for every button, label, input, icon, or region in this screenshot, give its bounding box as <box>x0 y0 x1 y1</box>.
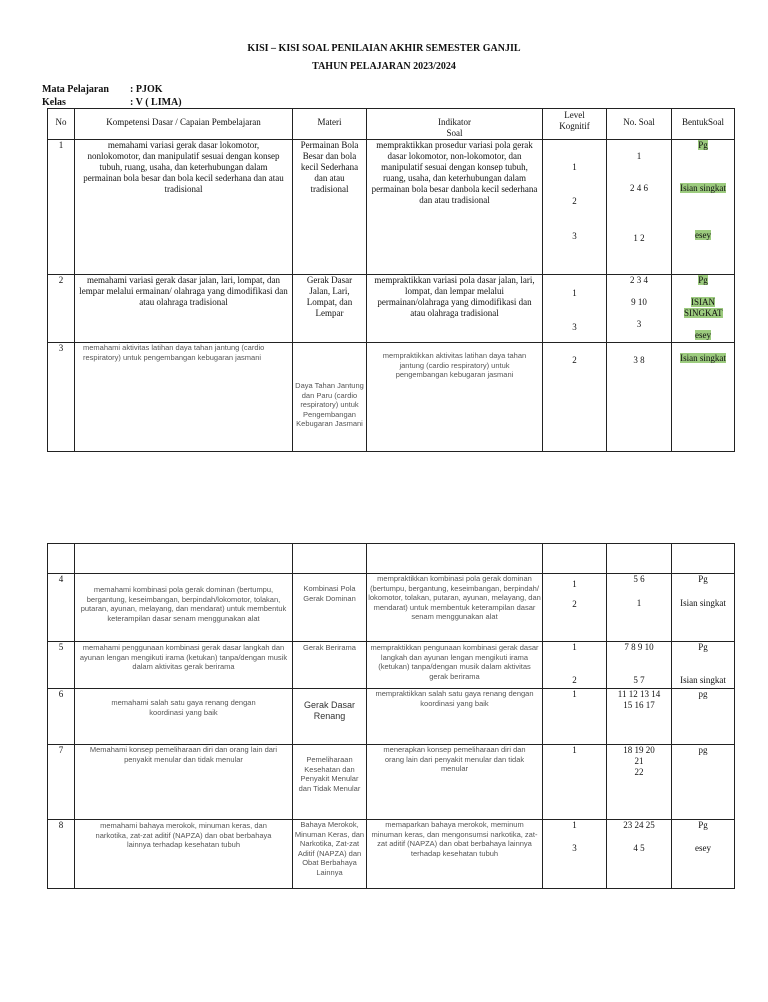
row-no-soal: 7 8 9 10 5 7 <box>607 642 672 689</box>
row-materi: Daya Tahan Jantung dan Paru (cardio respiratory) untuk Pengembangan Kebugaran Jasmani <box>293 343 367 452</box>
header-materi: Materi <box>293 109 367 140</box>
row-indikator: mempraktikkan variasi pola dasar jalan, lari, lompat, dan lempar melalui permainan/olahraga yang dimodifikasi dan atau olahraga tradisional <box>367 275 543 343</box>
highlight: ISIAN SINGKAT <box>684 297 723 318</box>
table-row <box>48 642 735 689</box>
row-indikator: memaparkan bahaya merokok, meminum minuman keras, dan mengonsumsi narkotika, zat-zat aditif (NAPZA) dan obat berbahaya lainnya terhadap kesehatan tubuh <box>367 820 543 889</box>
row-level: 1 2 <box>543 574 607 642</box>
table-row <box>48 820 735 889</box>
row-no-soal: 18 19 20 21 22 <box>607 745 672 820</box>
row-kd: memahami bahaya merokok, minuman keras, dan narkotika, zat-zat aditif (NAPZA) dan obat berbahaya lainnya terhadap kesehatan tubuh <box>75 820 293 889</box>
row-kd: Memahami konsep pemeliharaan diri dan orang lain dari penyakit menular dan tidak menular <box>75 745 293 820</box>
table-row <box>48 689 735 745</box>
row-materi: Kombinasi Pola Gerak Dominan <box>293 574 367 642</box>
highlight: Isian singkat <box>680 183 726 193</box>
highlight: Isian singkat <box>680 353 726 363</box>
highlight: esey <box>695 230 711 240</box>
row-bentuk: Pg Isian singkat <box>672 642 735 689</box>
document-title: KISI – KISI SOAL PENILAIAN AKHIR SEMESTER GANJIL <box>247 43 521 54</box>
class-label: Kelas <box>42 97 66 108</box>
highlight: Pg <box>698 140 708 150</box>
grid-table-bottom <box>47 543 735 889</box>
header-indikator: Indikator Soal <box>367 109 543 140</box>
row-no-soal: 3 8 <box>607 343 672 452</box>
row-kd: memahami penggunaan kombinasi gerak dasar langkah dan ayunan lengan mengikuti irama (ketukan) tanpa/dengan musik dalam aktivitas gerak berirama <box>75 642 293 689</box>
class-line <box>42 97 182 108</box>
row-materi: Gerak Berirama <box>293 642 367 689</box>
row-no: 5 <box>48 642 75 689</box>
header-kd: Kompetensi Dasar / Capaian Pembelajaran <box>75 109 293 140</box>
row-indikator: mempraktikkan pengunaan kombinasi gerak dasar langkah dan ayunan lengan mengikuti irama (ketukan) tanpa/dengan musik dalam aktivitas gerak berirama <box>367 642 543 689</box>
row-indikator: menerapkan konsep pemeliharaan diri dan orang lain dari penyakit menular dan tidak menular <box>367 745 543 820</box>
row-no: 6 <box>48 689 75 745</box>
row-materi: Pemeliharaan Kesehatan dan Penyakit Menular dan Tidak Menular <box>293 745 367 820</box>
row-kd: memahami salah satu gaya renang dengan koordinasi yang baik <box>75 689 293 745</box>
table-row <box>48 343 735 452</box>
row-bentuk <box>672 140 735 275</box>
row-no: 4 <box>48 574 75 642</box>
empty-header-row <box>48 544 735 574</box>
table-header-row <box>48 109 735 140</box>
header-no: No <box>48 109 75 140</box>
row-indikator: mempraktikkan kombinasi pola gerak dominan (bertumpu, bergantung, keseimbangan, berpindah/ lokomotor, tolakan, putaran, ayunan, melayang, dan mendarat) untuk membentuk keterampilan dasar senam menggunakan alat <box>367 574 543 642</box>
highlight: Pg <box>698 275 708 285</box>
row-level: 1 <box>543 745 607 820</box>
row-indikator: mempraktikkan salah satu gaya renang dengan koordinasi yang baik <box>367 689 543 745</box>
row-level: 1 3 <box>543 820 607 889</box>
row-no-soal: 1 2 4 6 1 2 <box>607 140 672 275</box>
row-kd: memahami kombinasi pola gerak dominan (bertumpu, bergantung, keseimbangan, berpindah/lokomotor, tolakan, putaran, ayunan, melayang, dan mendarat) untuk membentuk keterampilan dasar senam menggunakan alat <box>75 574 293 642</box>
row-kd: memahami variasi gerak dasar lokomotor, nonlokomotor, dan manipulatif sesuai dengan konsep tubuh, ruang, usaha, dan keterhubungan dalam permainan bola besar dan bola kecil sederhana dan atau tradisional <box>75 140 293 275</box>
row-level: 1 2 3 <box>543 140 607 275</box>
grid-table-top <box>47 108 735 452</box>
row-no-soal: 11 12 13 14 15 16 17 <box>607 689 672 745</box>
highlight: esey <box>695 330 711 340</box>
row-materi: Gerak Dasar Jalan, Lari, Lompat, dan Lempar <box>293 275 367 343</box>
subject-line <box>42 84 163 95</box>
row-indikator: mempraktikkan aktivitas latihan daya tahan jantung (cardio respiratory) untuk pengembangan kebugaran jasmani <box>367 343 543 452</box>
row-materi: Permainan Bola Besar dan bola kecil Sederhana dan atau tradisional <box>293 140 367 275</box>
row-no: 7 <box>48 745 75 820</box>
row-no: 8 <box>48 820 75 889</box>
document-subtitle: TAHUN PELAJARAN 2023/2024 <box>312 61 456 72</box>
row-bentuk: pg <box>672 745 735 820</box>
subject-value: : PJOK <box>130 84 163 95</box>
row-materi: Gerak Dasar Renang <box>293 689 367 745</box>
row-bentuk <box>672 343 735 452</box>
table-row <box>48 574 735 642</box>
row-no: 1 <box>48 140 75 275</box>
row-no-soal: 5 6 1 <box>607 574 672 642</box>
row-no: 2 <box>48 275 75 343</box>
header-level: Level Kognitif <box>543 109 607 140</box>
row-bentuk: Pg Isian singkat <box>672 574 735 642</box>
row-materi: Bahaya Merokok, Minuman Keras, dan Narkotika, Zat-zat Aditif (NAPZA) dan Obat Berbahaya Lainnya <box>293 820 367 889</box>
table-row <box>48 275 735 343</box>
row-kd: memahami variasi gerak dasar jalan, lari, lompat, dan lempar melalui ermainan/ olahraga yang dimodifikasi dan atau olahraga tradisional <box>75 275 293 343</box>
row-level: 1 <box>543 689 607 745</box>
row-bentuk: Pg esey <box>672 820 735 889</box>
class-value: : V ( LIMA) <box>130 97 182 108</box>
row-indikator: mempraktikkan prosedur variasi pola gerak dasar lokomotor, non-lokomotor, dan manipulatif sesuai dengan konsep tubuh, ruang, usaha, dan keterhubungan dalam permainan bola besar danbola kecil sederhana dan atau tradisional <box>367 140 543 275</box>
row-bentuk <box>672 275 735 343</box>
table-row <box>48 140 735 275</box>
row-level: 2 <box>543 343 607 452</box>
table-row <box>48 745 735 820</box>
row-no-soal: 2 3 4 9 10 3 <box>607 275 672 343</box>
row-level: 1 3 <box>543 275 607 343</box>
row-no-soal: 23 24 25 4 5 <box>607 820 672 889</box>
header-no-soal: No. Soal <box>607 109 672 140</box>
row-kd: memahami aktivitas latihan daya tahan jantung (cardio respiratory) untuk pengembangan kebugaran jasmani <box>75 343 293 452</box>
subject-label: Mata Pelajaran <box>42 84 109 95</box>
row-bentuk: pg <box>672 689 735 745</box>
row-no: 3 <box>48 343 75 452</box>
header-bentuk: BentukSoal <box>672 109 735 140</box>
row-level: 1 2 <box>543 642 607 689</box>
